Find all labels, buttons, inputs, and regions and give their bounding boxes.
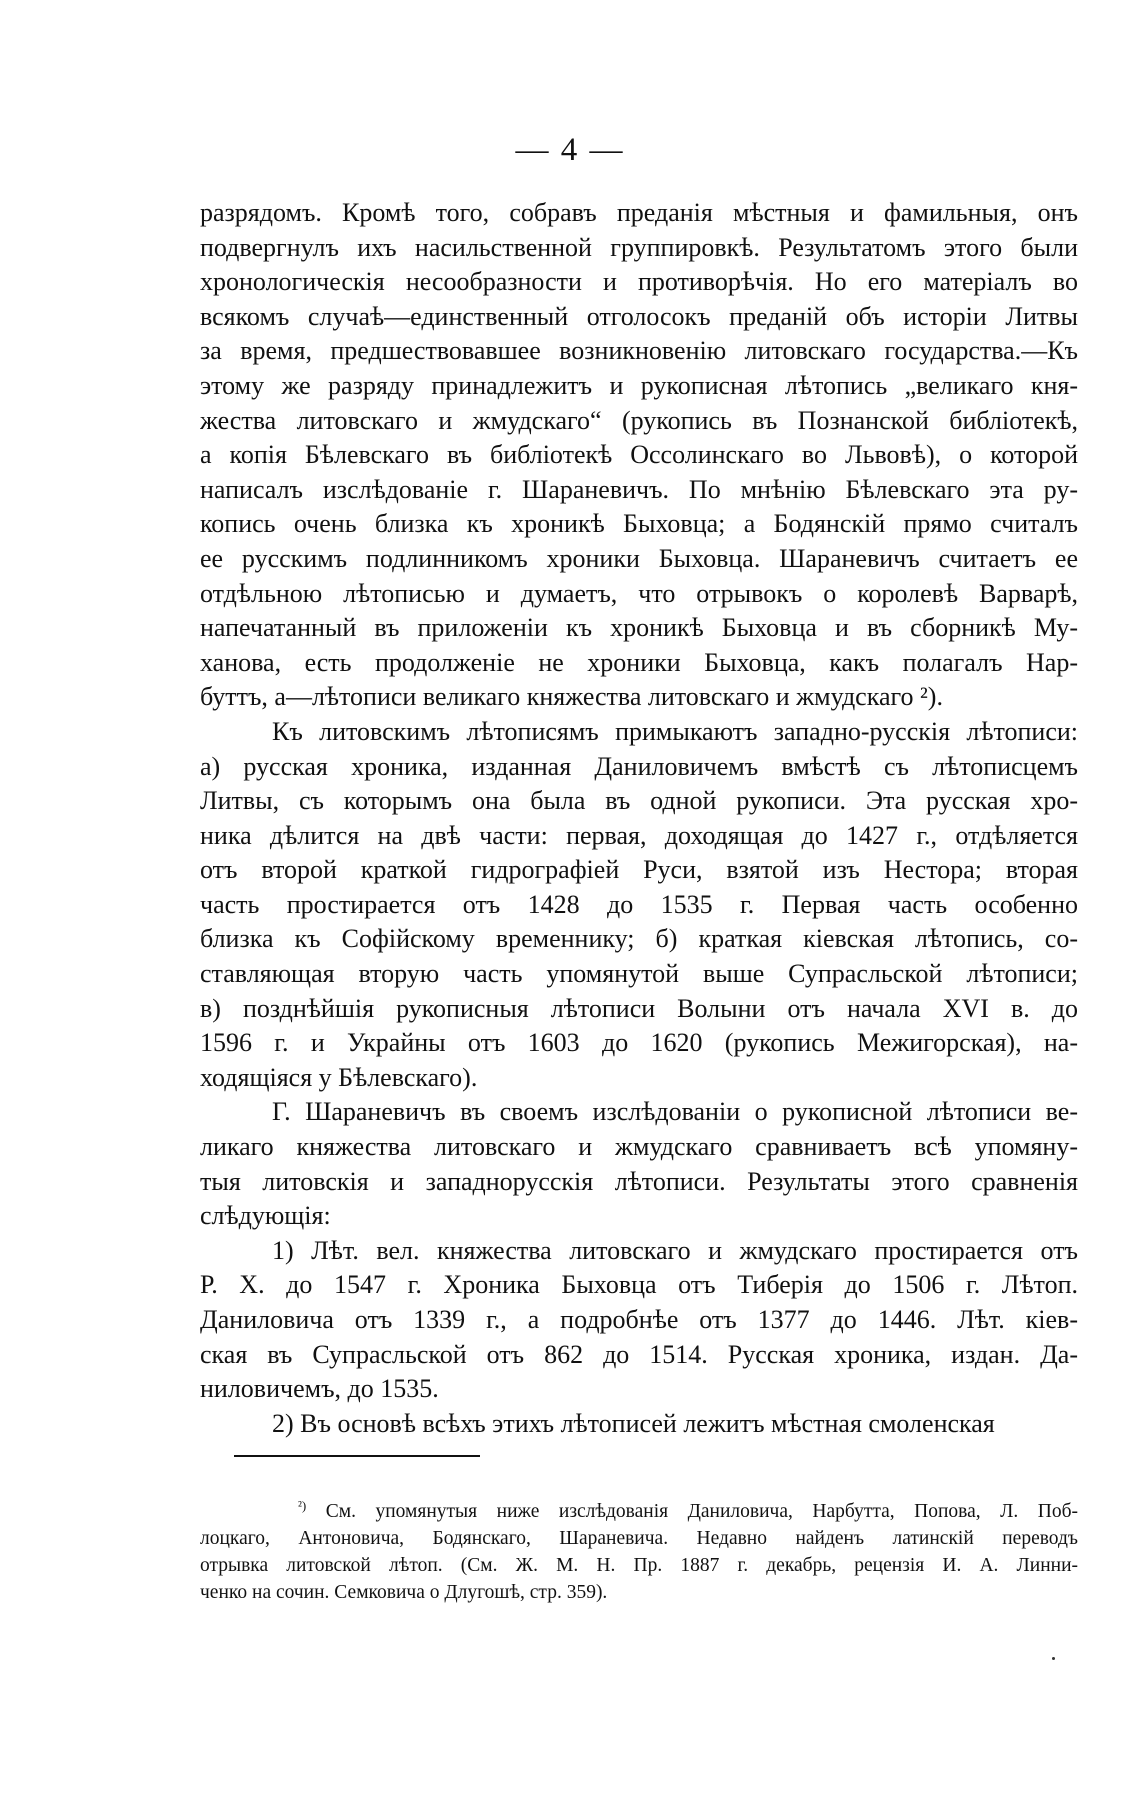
footnote-line: лоцкаго, Антоновича, Бодянскаго, Шараневича. Недавно найденъ латинскій переводъ: [200, 1528, 1078, 1549]
text-line: Р. Х. до 1547 г. Хроника Быховца отъ Тиберія до 1506 г. Лѣтоп.: [200, 1270, 1078, 1300]
text-line: Къ литовскимъ лѣтописямъ примыкаютъ западно-русскія лѣтописи:: [272, 716, 1078, 746]
footnote-separator: [234, 1455, 480, 1457]
text-line: напечатанный въ приложеніи къ хроникѣ Быховца и въ сборникѣ Му-: [200, 613, 1078, 643]
paragraph: [200, 1234, 1078, 1407]
text-line: отъ второй краткой гидрографіей Руси, взятой изъ Нестора; вторая: [200, 855, 1078, 885]
text-line: часть простирается отъ 1428 до 1535 г. Первая часть особенно: [200, 889, 1078, 919]
paragraph: [200, 1095, 1078, 1233]
text-line: 2) Въ основѣ всѣхъ этихъ лѣтописей лежитъ мѣстная смоленская: [272, 1408, 995, 1438]
paragraph: [200, 196, 1078, 715]
text-line: ликаго княжества литовскаго и жмудскаго сравниваетъ всѣ упомяну-: [200, 1132, 1078, 1162]
page-number: — 4 —: [515, 132, 625, 168]
body-text: [200, 196, 1078, 1441]
text-line: а копія Бѣлевскаго въ библіотекѣ Оссолинскаго во Львовѣ), о которой: [200, 440, 1078, 470]
text-line: ханова, есть продолженіе не хроники Быховца, какъ полагалъ Нар-: [200, 647, 1078, 677]
footnote-line: ченко на сочин. Семковича о Длугошѣ, стр. 359).: [200, 1582, 608, 1603]
text-line: Даниловича отъ 1339 г., а подробнѣе отъ 1377 до 1446. Лѣт. кіев-: [200, 1305, 1078, 1334]
footnote-line: [200, 1498, 1078, 1525]
text-line: ее русскимъ подлинникомъ хроники Быховца. Шараневичъ считаетъ ее: [200, 543, 1078, 573]
text-line: ниловичемъ, до 1535.: [200, 1374, 439, 1404]
text-line: слѣдующія:: [200, 1201, 331, 1231]
text-line: копись очень близка къ хроникѣ Быховца; а Бодянскій прямо считалъ: [200, 509, 1078, 539]
text-line: разрядомъ. Кромѣ того, собравъ преданія мѣстныя и фамильныя, онъ: [200, 198, 1078, 227]
text-line: за время, предшествовавшее возникновенію литовскаго государства.—Къ: [200, 336, 1078, 366]
footnote-text: См. упомянутыя ниже изслѣдованія Даниловича, Нарбутта, Попова, Л. Поб-: [325, 1501, 1078, 1522]
text-line: а) русская хроника, изданная Даниловичемъ вмѣстѣ съ лѣтописцемъ: [200, 751, 1078, 781]
text-line: ника дѣлится на двѣ части: первая, доходящая до 1427 г., отдѣляется: [200, 820, 1078, 850]
text-line: написалъ изслѣдованіе г. Шараневичъ. По мнѣнію Бѣлевскаго эта ру-: [200, 474, 1078, 504]
text-line: Литвы, съ которымъ она была въ одной рукописи. Эта русская хро-: [200, 786, 1078, 816]
footnotes: [200, 1498, 1078, 1606]
text-line: ставляющая вторую часть упомянутой выше Супрасльской лѣтописи;: [200, 959, 1078, 989]
paragraph: [200, 1407, 1078, 1442]
text-line: всякомъ случаѣ—единственный отголосокъ преданій объ исторіи Литвы: [200, 301, 1078, 331]
paragraph: [200, 715, 1078, 1096]
text-line: отдѣльною лѣтописью и думаетъ, что отрывокъ о королевѣ Варварѣ,: [200, 578, 1078, 608]
text-line: 1596 г. и Украйны отъ 1603 до 1620 (рукопись Межигорская), на-: [200, 1028, 1078, 1058]
text-line: жества литовскаго и жмудскаго“ (рукопись въ Познанской библіотекѣ,: [200, 405, 1078, 435]
text-line: тыя литовскія и западнорусскія лѣтописи. Результаты этого сравненія: [200, 1166, 1078, 1196]
text-line: близка къ Софійскому временнику; б) краткая кіевская лѣтопись, со-: [200, 924, 1078, 954]
text-line: в) позднѣйшія рукописныя лѣтописи Волыни отъ начала XVI в. до: [200, 993, 1078, 1023]
footnote-line: отрывка литовской лѣтоп. (См. Ж. М. Н. Пр. 1887 г. декабрь, рецензія И. А. Линни-: [200, 1555, 1078, 1576]
text-line: хронологическія несообразности и противорѣчія. Но его матеріалъ во: [200, 267, 1078, 297]
text-line: ходящіяся у Бѣлевскаго).: [200, 1062, 478, 1092]
text-line: подвергнулъ ихъ насильственной группировкѣ. Результатомъ этого были: [200, 232, 1078, 262]
text-line: 1) Лѣт. вел. княжества литовскаго и жмудскаго простирается отъ: [272, 1235, 1078, 1265]
footnote-marker: ²): [298, 1498, 307, 1513]
text-line: Г. Шараневичъ въ своемъ изслѣдованіи о рукописной лѣтописи ве-: [272, 1097, 1078, 1127]
text-line: буттъ, а—лѣтописи великаго княжества литовскаго и жмудскаго ²).: [200, 682, 943, 712]
text-line: ская въ Супрасльской отъ 862 до 1514. Русская хроника, издан. Да-: [200, 1339, 1078, 1369]
text-line: этому же разряду принадлежитъ и рукописная лѣтопись „великаго кня-: [200, 370, 1078, 400]
print-speck: [1052, 1657, 1055, 1660]
